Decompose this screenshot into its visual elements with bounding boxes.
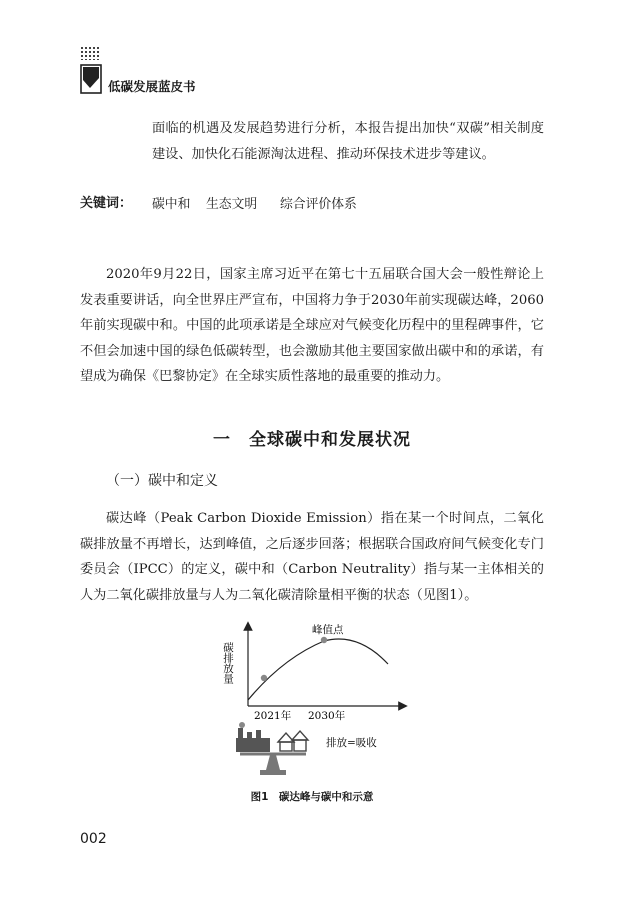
peak-label: 峰值点 [312,624,344,636]
keyword-2: 生态文明 [206,197,258,212]
abstract-paragraph: 面临的机遇及发展趋势进行分析，本报告提出加快“双碳”相关制度建设、加快化石能源淘汰进程、推动环保技术进步等建议。 [152,121,544,162]
balance-scale-icon [240,754,306,775]
balance-label: 排放=吸收 [326,737,377,749]
keywords-label: 关键词： [80,196,133,211]
header-dots-decoration [80,46,100,60]
keyword-3: 综合评价体系 [280,197,357,212]
house-tree-icon [278,731,308,751]
factory-icon [236,722,270,752]
page-number: 002 [80,831,107,847]
book-series-icon [80,64,102,94]
definition-paragraph: 碳达峰（Peak Carbon Dioxide Emission）指在某一个时间点，二氧化碳排放量不再增长，达到峰值，之后逐步回落；根据联合国政府间气候变化专门委员会（IPCC）的定义，碳中和（Carbon Neutrality）指与某一主体相关的人为二氧化碳排放量与人为二氧化碳清除量相平衡的状态（见图1）。 [80,511,544,603]
emission-curve [248,639,388,700]
x-label-2030: 2030年 [308,710,346,722]
point-2021 [261,675,267,681]
figure-carbon-peak-neutral [208,618,418,780]
y-axis-label: 碳排放量 [222,642,234,684]
figure-caption: 图1 碳达峰与碳中和示意 [250,791,374,803]
peak-point [321,637,327,643]
keyword-1: 碳中和 [152,197,191,212]
subsection-heading: （一）碳中和定义 [106,473,218,489]
intro-paragraph: 2020年9月22日，国家主席习近平在第七十五届联合国大会一般性辩论上发表重要讲话，向全世界庄严宣布，中国将力争于2030年前实现碳达峰，2060年前实现碳中和。中国的此项承诺是全球应对气候变化历程中的里程碑事件，它不但会加速中国的绿色低碳转型，也会激励其他主要国家做出碳中和的承诺，有望成为确保《巴黎协定》在全球实质性落地的最重要的推动力。 [80,267,544,384]
header-book-title: 低碳发展蓝皮书 [108,79,196,94]
section-heading: 一 全球碳中和发展状况 [213,430,411,450]
x-label-2021: 2021年 [254,710,292,722]
